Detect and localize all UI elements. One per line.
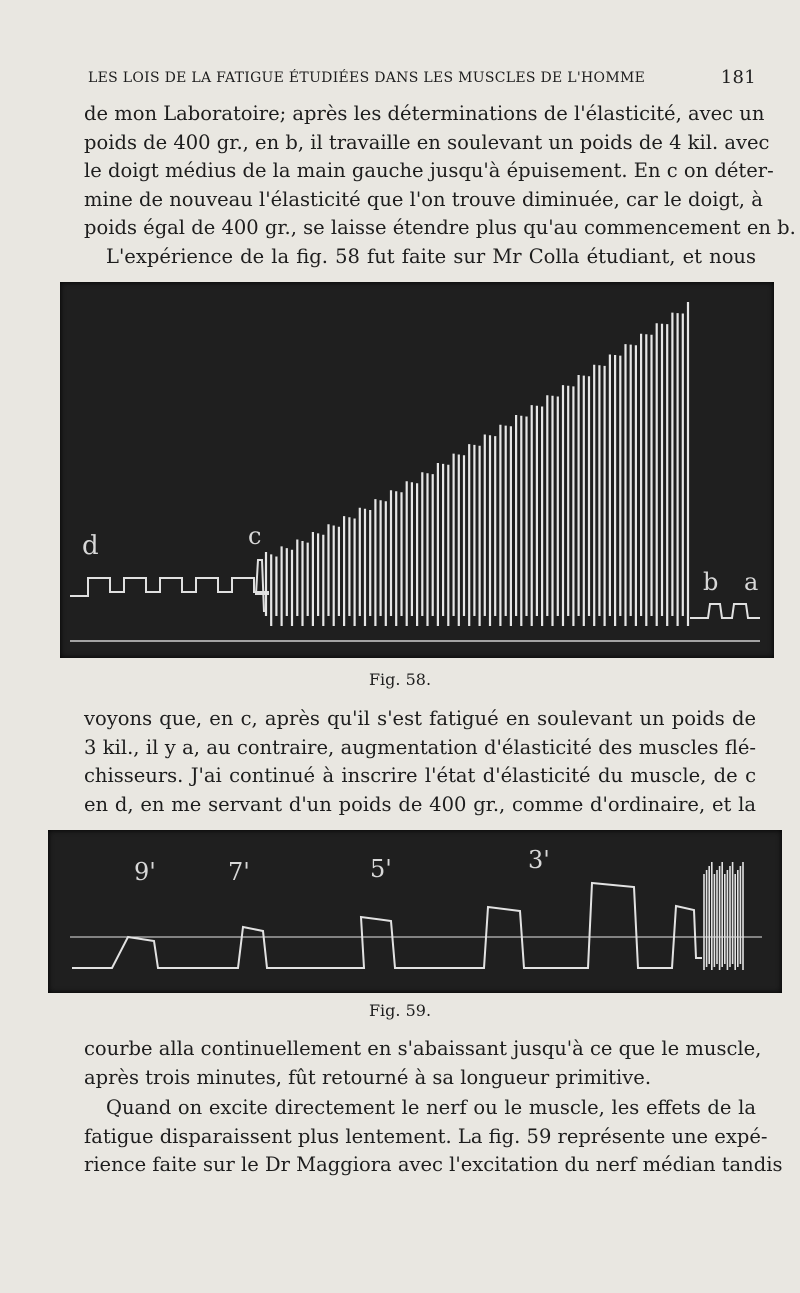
paragraph-3	[84, 1035, 762, 1092]
text-line: le doigt médius de la main gauche jusqu'à épuisement. En c on déter-	[84, 159, 774, 182]
paragraph-4	[84, 1094, 783, 1180]
text-line: fatigue disparaissent plus lentement. La fig. 59 représente une expé-	[84, 1124, 768, 1148]
page-number: 181	[720, 67, 756, 88]
running-head-title: LES LOIS DE LA FATIGUE ÉTUDIÉES DANS LES MUSCLES DE L'HOMME	[88, 70, 646, 86]
fig59-tetanus-spikes	[704, 862, 743, 970]
fig59-label-5: 5'	[370, 855, 392, 883]
fig58-fatigue-contractions	[266, 302, 688, 626]
text-line: courbe alla continuellement en s'abaissant jusqu'à ce que le muscle,	[84, 1037, 762, 1060]
text-line: poids égal de 400 gr., se laisse étendre plus qu'au commencement en b.	[84, 216, 796, 239]
text-line: mine de nouveau l'élasticité que l'on trouve diminuée, car le doigt, à	[84, 187, 763, 211]
fig58-label-a: a	[744, 568, 759, 596]
text-line: 3 kil., il y a, au contraire, augmentation d'élasticité des muscles flé-	[84, 735, 756, 759]
fig58-elasticity-trace-right	[690, 604, 760, 618]
figure-58-trace	[60, 282, 774, 658]
fig59-label-9: 9'	[134, 858, 156, 886]
fig58-label-d: d	[82, 531, 99, 561]
figure-59-trace	[48, 830, 782, 993]
text-line: L'expérience de la fig. 58 fut faite sur Mr Colla étudiant, et nous	[106, 244, 756, 268]
running-head	[88, 67, 756, 88]
fig59-label-3: 3'	[528, 846, 550, 874]
text-line: rience faite sur le Dr Maggiora avec l'excitation du nerf médian tandis	[84, 1153, 783, 1176]
fig58-elasticity-trace-left	[70, 560, 268, 612]
paragraph-2	[84, 705, 756, 819]
text-line: après trois minutes, fût retourné à sa longueur primitive.	[84, 1065, 652, 1089]
figure-59	[48, 830, 782, 993]
fig59-contraction-trace	[72, 883, 702, 968]
figure-59-caption: Fig. 59.	[368, 1001, 432, 1020]
fig58-label-b: b	[703, 568, 719, 596]
text-line: chisseurs. J'ai continué à inscrire l'état d'élasticité du muscle, de c	[84, 764, 756, 787]
text-line: Quand on excite directement le nerf ou le muscle, les effets de la	[106, 1096, 756, 1119]
text-line: voyons que, en c, après qu'il s'est fatigué en soulevant un poids de	[84, 707, 756, 730]
figure-58-caption: Fig. 58.	[368, 670, 432, 689]
fig58-label-c: c	[248, 522, 262, 550]
text-line: de mon Laboratoire; après les déterminations de l'élasticité, avec un	[84, 102, 765, 125]
figure-58	[60, 282, 774, 658]
text-line: poids de 400 gr., en b, il travaille en soulevant un poids de 4 kil. avec	[84, 130, 770, 154]
paragraph-1	[84, 100, 796, 271]
text-line: en d, en me servant d'un poids de 400 gr., comme d'ordinaire, et la	[84, 792, 756, 816]
fig59-label-7: 7'	[228, 858, 250, 886]
